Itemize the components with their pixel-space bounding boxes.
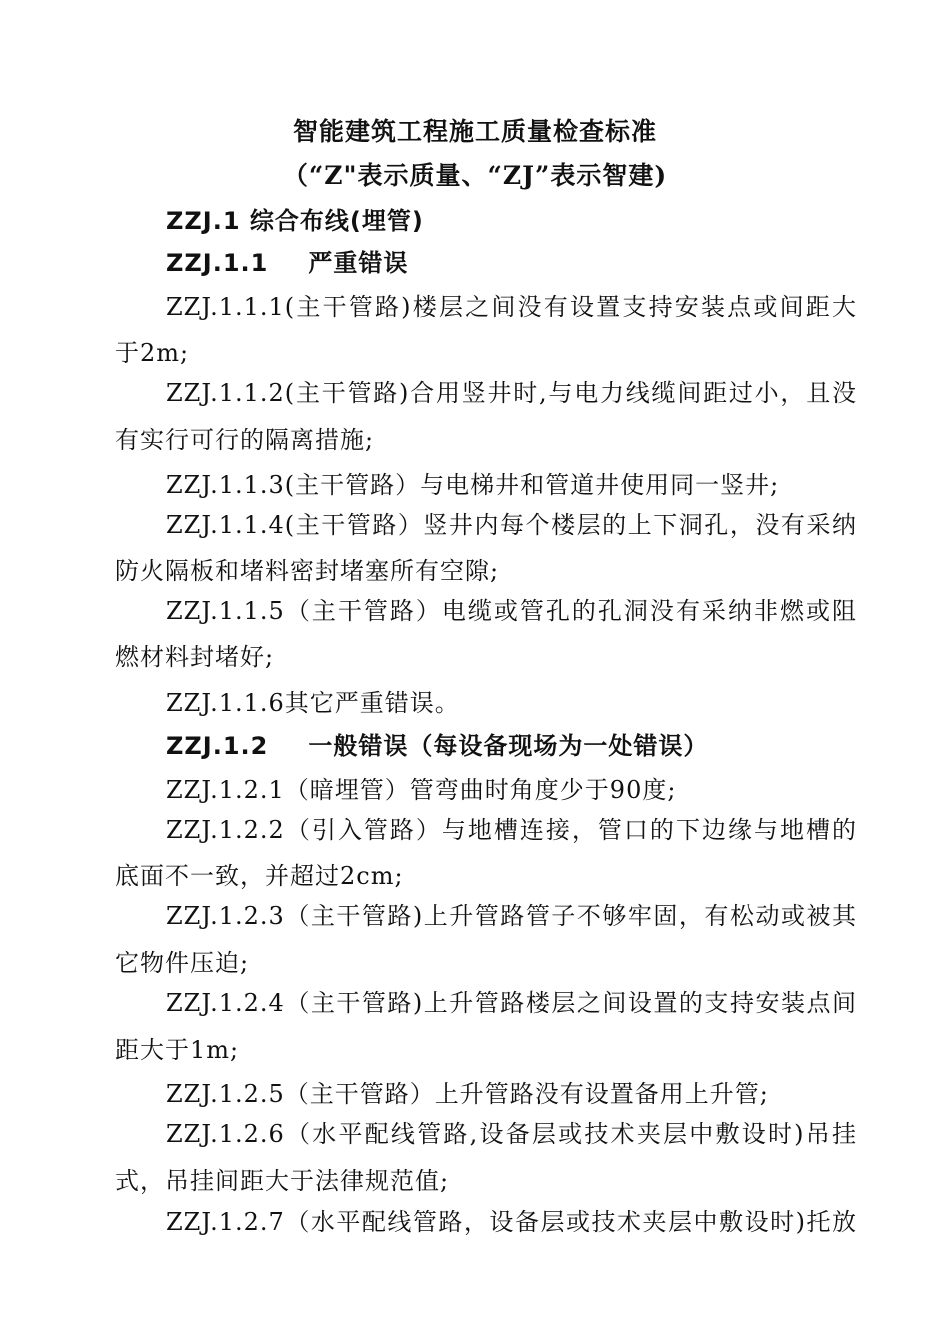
section-number: ZZJ.1.1 xyxy=(166,249,269,277)
list-item-line: ZZJ.1.1.3(主干管路）与电梯井和管道井使用同一竖井; xyxy=(166,471,780,499)
list-item-line: ZZJ.1.2.6（水平配线管路,设备层或技术夹层中敷设时)吊挂 xyxy=(166,1120,857,1148)
list-item-continuation: 式，吊挂间距大于法律规范值; xyxy=(115,1167,450,1195)
list-item-continuation: 有实行可行的隔离措施; xyxy=(115,426,375,454)
list-item-line: ZZJ.1.2.3（主干管路)上升管路管子不够牢固，有松动或被其 xyxy=(166,902,857,930)
list-item-continuation: 燃材料封堵好; xyxy=(115,643,275,671)
list-item-continuation: 距大于1m; xyxy=(115,1036,240,1064)
list-item-line: ZZJ.1.2.4（主干管路)上升管路楼层之间设置的支持安装点间 xyxy=(166,989,857,1017)
list-item-line: ZZJ.1.1.1(主干管路)楼层之间没有设置支持安装点或间距大 xyxy=(166,293,857,321)
document-title: 智能建筑工程施工质量检查标准 xyxy=(292,117,657,146)
section-label: 一般错误（每设备现场为一处错误） xyxy=(308,732,709,760)
list-item-line: ZZJ.1.2.7（水平配线管路，设备层或技术夹层中敷设时)托放 xyxy=(166,1208,857,1236)
list-item-continuation: 它物件压迫; xyxy=(115,949,250,977)
section-heading-1-1 xyxy=(166,243,408,278)
section-label: 严重错误 xyxy=(308,249,409,277)
list-item-continuation: 底面不一致，并超过2cm; xyxy=(115,862,404,890)
list-item-line: ZZJ.1.1.4(主干管路）竖井内每个楼层的上下洞孔，没有采纳 xyxy=(166,511,857,539)
list-item-line: ZZJ.1.1.2(主干管路)合用竖井时,与电力线缆间距过小，且没 xyxy=(166,379,857,407)
list-item-continuation: 防火隔板和堵料密封堵塞所有空隙; xyxy=(115,557,500,585)
list-item-line: ZZJ.1.2.1（暗埋管）管弯曲时角度少于90度; xyxy=(166,776,677,804)
section-heading-1: ZZJ.1 综合布线(埋管) xyxy=(166,207,424,235)
document-subtitle: （“Z"表示质量、“ZJ”表示智建) xyxy=(282,161,668,190)
section-number: ZZJ.1.2 xyxy=(166,732,269,760)
list-item-line: ZZJ.1.2.2（引入管路）与地槽连接，管口的下边缘与地槽的 xyxy=(166,816,857,844)
list-item-continuation: 于2m; xyxy=(115,339,190,367)
list-item-line: ZZJ.1.1.6其它严重错误。 xyxy=(166,689,460,717)
list-item-line: ZZJ.1.2.5（主干管路）上升管路没有设置备用上升管; xyxy=(166,1080,769,1108)
section-heading-1-2 xyxy=(166,726,708,761)
list-item-line: ZZJ.1.1.5（主干管路）电缆或管孔的孔洞没有采纳非燃或阻 xyxy=(166,597,857,625)
